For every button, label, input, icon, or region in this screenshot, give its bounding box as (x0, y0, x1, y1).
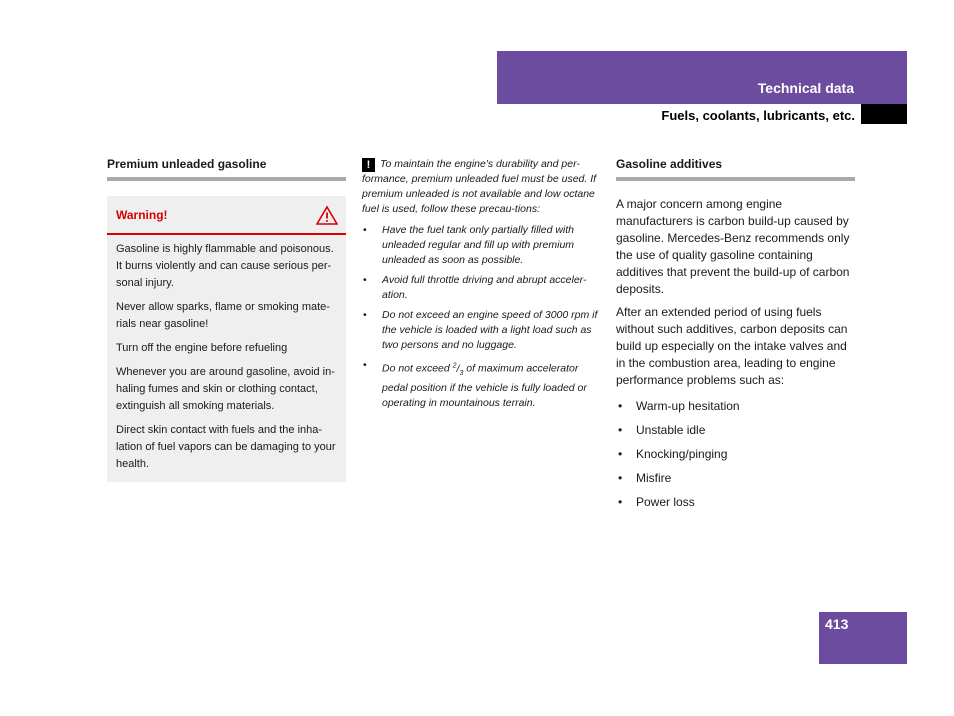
bullet: • (618, 495, 623, 509)
note-intro (362, 157, 602, 217)
bullet: • (618, 471, 623, 485)
list-item: • Have the fuel tank only partially filled with unleaded regular and fill up with premium unleaded as soon as possible. (363, 224, 575, 266)
right-column (616, 157, 855, 518)
bullet: • (363, 274, 367, 286)
middle-column (362, 157, 602, 416)
bullet: • (618, 447, 623, 461)
list-item: • Warm-up hesitation (618, 399, 740, 413)
list-item: • Do not exceed $^2/_3$ of maximum accelerator pedal position if the vehicle is fully loaded or operating in mountainous terrain. (363, 359, 587, 409)
bullet: • (363, 359, 367, 371)
bullet: • (363, 224, 367, 236)
list-item: • Power loss (618, 495, 695, 509)
warning-paragraph: Gasoline is highly flammable and poisonous. It burns violently and can cause serious per-sonal injury. (116, 243, 334, 289)
fraction: $^2/_3$ (452, 362, 464, 377)
warning-paragraph: Whenever you are around gasoline, avoid in-haling fumes and skin or clothing contact, extinguish all smoking materials. (116, 366, 335, 412)
section-subtitle: Fuels, coolants, lubricants, etc. (661, 108, 855, 123)
warning-label: Warning! (116, 208, 168, 222)
warning-box (107, 196, 346, 482)
warning-paragraph: Never allow sparks, flame or smoking mate-rials near gasoline! (116, 301, 330, 330)
note-intro-text: To maintain the engine's durability and per-formance, premium unleaded fuel must be used. If premium unleaded is not available and low octane fuel is used, follow these precau-tions: (362, 158, 597, 215)
warning-paragraph: Turn off the engine before refueling (116, 342, 288, 354)
warning-paragraph: Direct skin contact with fuels and the inha-lation of fuel vapors can be damaging to your health. (116, 424, 336, 470)
bullet: • (363, 309, 367, 321)
warning-triangle-icon (316, 205, 338, 225)
list-item: • Unstable idle (618, 423, 706, 437)
problem-list (616, 398, 855, 511)
section-title: Technical data (757, 80, 854, 96)
bullet: • (618, 399, 623, 413)
page-number: 413 (825, 616, 849, 632)
heading-gasoline-additives: Gasoline additives (616, 157, 855, 181)
note-list (362, 223, 602, 411)
warning-header (107, 196, 346, 235)
note-exclamation-icon: ! (362, 158, 375, 172)
header-band (497, 51, 907, 104)
warning-body (107, 235, 346, 482)
paragraph: After an extended period of using fuels without such additives, carbon deposits can build up especially on the intake valves and in the combustion area, leading to engine performance problems such as: (616, 305, 848, 387)
bullet: • (618, 423, 623, 437)
thumb-tab (861, 104, 907, 124)
list-item: • Misfire (618, 471, 672, 485)
list-item: • Do not exceed an engine speed of 3000 rpm if the vehicle is loaded with a light load such as two persons and no luggage. (363, 309, 598, 351)
list-item: • Knocking/pinging (618, 447, 728, 461)
heading-premium-unleaded: Premium unleaded gasoline (107, 157, 346, 181)
paragraph: A major concern among engine manufacturers is carbon build-up caused by gasoline. Mercedes-Benz recommends only the use of quality gasoline containing additives that prevent the build-up of carbon deposits. (616, 197, 850, 296)
left-column (107, 157, 346, 482)
list-item: • Avoid full throttle driving and abrupt acceler-ation. (363, 274, 587, 301)
